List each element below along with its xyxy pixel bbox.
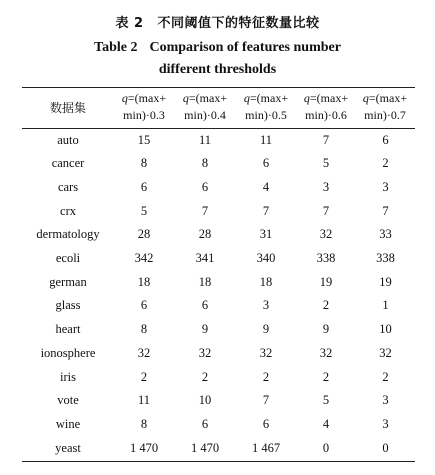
table-cell: 11 (198, 132, 212, 147)
table-cell: 32 (137, 345, 151, 360)
table-cell: 32 (319, 345, 333, 360)
table-cell: 10 (379, 322, 392, 337)
header-q-var: q (121, 91, 128, 105)
table-cell: 18 (259, 274, 273, 289)
table-cell: 8 (140, 416, 148, 431)
dataset-name: auto (57, 132, 79, 147)
table-cell: 3 (322, 179, 330, 194)
header-line1: =(max+ (249, 91, 289, 105)
table-cell: 3 (262, 298, 270, 313)
dataset-name: ionosphere (40, 345, 96, 360)
table-row (22, 294, 415, 318)
dataset-name: iris (60, 369, 76, 384)
table-cell: 4 (262, 179, 270, 194)
table-row (22, 342, 415, 366)
table-cell: 6 (382, 132, 389, 147)
table-cell: 32 (379, 345, 392, 360)
table-cell: 11 (259, 132, 273, 147)
header-q-var: q (362, 91, 369, 105)
table-cell: 7 (262, 203, 270, 218)
table-bottom-rule (22, 461, 415, 462)
dataset-name: wine (55, 416, 81, 431)
dataset-name: vote (57, 393, 79, 408)
header-line1: =(max+ (188, 91, 228, 105)
header-line2: min)·0.6 (305, 108, 347, 122)
table-cell: 2 (322, 298, 330, 313)
table-cell: 2 (322, 369, 330, 384)
table-cell: 9 (201, 322, 209, 337)
table-row (22, 271, 415, 295)
table-cell: 7 (262, 393, 270, 408)
table-cell: 341 (195, 251, 215, 265)
table-cell: 5 (322, 393, 330, 408)
table-cell: 3 (382, 416, 389, 431)
dataset-name: heart (55, 322, 81, 337)
table-cell: 8 (201, 156, 209, 171)
table-row (22, 413, 415, 437)
table-cell: 1 470 (190, 440, 220, 455)
table-row (22, 389, 415, 413)
table-cell: 32 (259, 345, 273, 360)
table-row (22, 129, 415, 153)
table-cell: 1 (382, 298, 389, 313)
table-cell: 19 (379, 274, 392, 289)
table-cell: 18 (198, 274, 212, 289)
table-cell: 33 (379, 227, 392, 242)
header-line2: min)·0.5 (245, 108, 287, 122)
table-caption-zh (0, 12, 435, 31)
header-line1: =(max+ (368, 91, 408, 105)
table-cell: 31 (259, 227, 273, 242)
table-cell: 6 (262, 416, 270, 431)
header-line1: =(max+ (309, 91, 349, 105)
table-cell: 342 (134, 251, 154, 265)
table-cell: 7 (322, 132, 330, 147)
table-row (22, 366, 415, 390)
header-threshold-0.6 (296, 90, 356, 124)
table-cell: 6 (140, 298, 148, 313)
table-cell: 18 (137, 274, 151, 289)
header-threshold-0.7 (355, 90, 415, 124)
table-cell: 4 (322, 416, 330, 431)
table-row (22, 176, 415, 200)
table-cell: 5 (140, 203, 148, 218)
table-cell: 2 (140, 369, 148, 384)
table-cell: 6 (201, 416, 209, 431)
table-cell: 338 (376, 251, 395, 265)
table-row (22, 437, 415, 461)
table-cell: 3 (382, 179, 389, 194)
header-q-var: q (303, 91, 310, 105)
table-cell: 19 (319, 274, 333, 289)
table-cell: 9 (322, 322, 330, 337)
table-cell: 2 (262, 369, 270, 384)
table-cell: 6 (262, 156, 270, 171)
table-cell: 7 (201, 203, 209, 218)
table-cell: 338 (316, 251, 336, 265)
table-cell: 6 (201, 179, 209, 194)
table-caption-en (0, 37, 435, 81)
caption-zh-number: 表 2 (115, 16, 144, 31)
table-cell: 2 (382, 369, 389, 384)
caption-zh-text: 不同阈值下的特征数量比较 (157, 16, 320, 31)
dataset-name: german (49, 274, 87, 289)
header-line2: min)·0.3 (123, 108, 165, 122)
table-cell: 3 (382, 393, 389, 408)
table-cell: 11 (137, 393, 151, 408)
table-cell: 7 (322, 203, 330, 218)
table-cell: 0 (382, 440, 389, 455)
dataset-name: crx (60, 203, 76, 218)
table-cell: 28 (137, 227, 151, 242)
header-threshold-0.5 (236, 90, 296, 124)
dataset-name: dermatology (36, 227, 100, 242)
dataset-name: cars (57, 179, 79, 194)
table-cell: 6 (140, 179, 148, 194)
caption-en-line1: Comparison of features number (149, 40, 341, 55)
table-cell: 8 (140, 322, 148, 337)
table-cell: 1 470 (129, 440, 159, 455)
caption-en-number: Table 2 (94, 40, 138, 55)
table-row (22, 152, 415, 176)
table-cell: 8 (140, 156, 148, 171)
header-dataset: 数据集 (49, 101, 86, 115)
table-cell: 32 (198, 345, 212, 360)
table-cell: 10 (198, 393, 212, 408)
header-threshold-0.4 (175, 90, 235, 124)
table-cell: 9 (262, 322, 270, 337)
dataset-name: yeast (55, 440, 81, 455)
table-cell: 340 (256, 251, 276, 265)
table-cell: 1 467 (251, 440, 281, 455)
table-row (22, 247, 415, 271)
table-cell: 7 (382, 203, 389, 218)
dataset-name: glass (55, 298, 81, 313)
dataset-name: ecoli (55, 251, 81, 265)
table-cell: 28 (198, 227, 212, 242)
header-q-var: q (243, 91, 250, 105)
caption-en-line2: different thresholds (158, 62, 277, 77)
table-row (22, 318, 415, 342)
table-cell: 5 (322, 156, 330, 171)
header-line2: min)·0.7 (364, 108, 406, 122)
header-q-var: q (182, 91, 189, 105)
table-cell: 15 (137, 132, 151, 147)
table-cell: 32 (319, 227, 333, 242)
dataset-name: cancer (51, 156, 85, 171)
table-row (22, 200, 415, 224)
table-cell: 2 (382, 156, 389, 171)
table-cell: 0 (322, 440, 330, 455)
table-cell: 6 (201, 298, 209, 313)
table-cell: 2 (201, 369, 209, 384)
header-line1: =(max+ (127, 91, 167, 105)
header-threshold-0.3 (114, 90, 174, 124)
header-line2: min)·0.4 (184, 108, 226, 122)
table-row (22, 223, 415, 247)
